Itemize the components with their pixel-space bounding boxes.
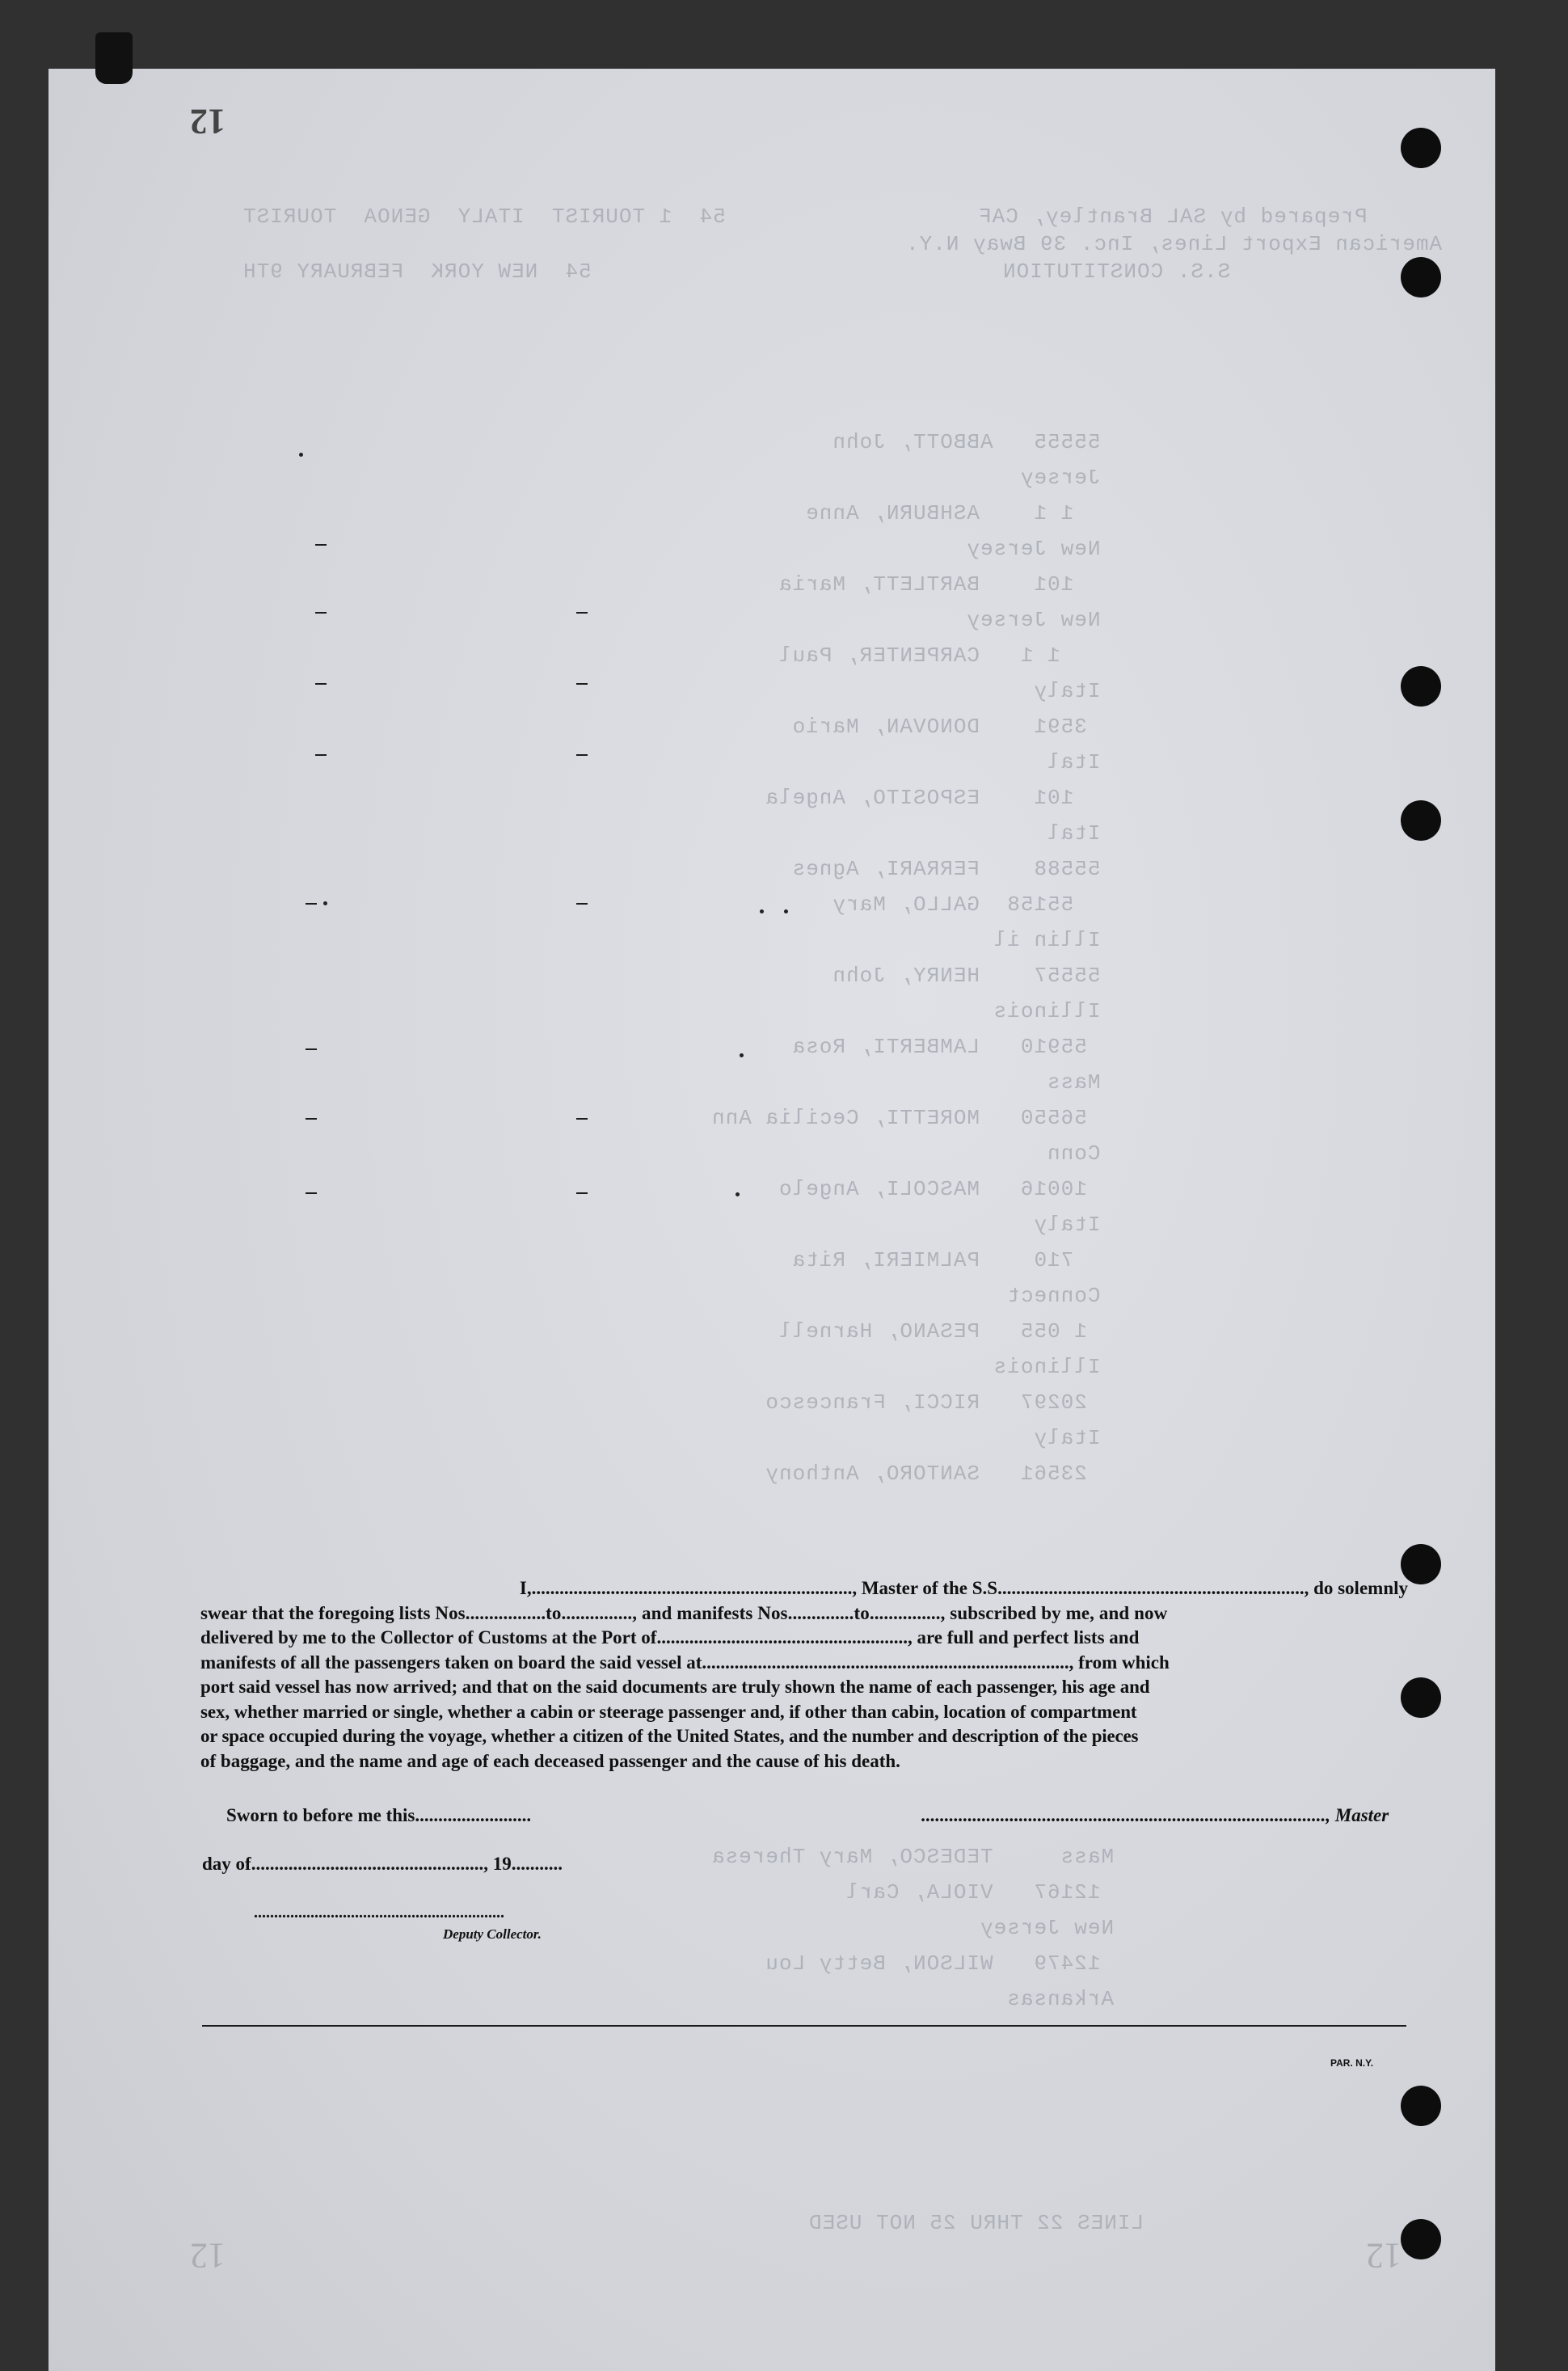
bleed-dash [315, 683, 327, 685]
bleed-dash [306, 903, 317, 905]
day-of-line: day of.................................................., 19........... [202, 1854, 563, 1874]
bleed-dash [306, 1192, 317, 1194]
bleed-dash [576, 612, 588, 614]
oath-line: of baggage, and the name and age of each deceased passenger and the cause of his death. [200, 1750, 900, 1771]
bleed-through-header-4: 54 1 TOURIST ITALY GENOA TOURIST [242, 205, 726, 229]
bleed-dash [576, 754, 588, 756]
bleed-dash [306, 1048, 317, 1050]
binder-hole [1401, 257, 1441, 297]
oath-line: sex, whether married or single, whether a cabin or steerage passenger and, if other than cabin, location of compartment [200, 1701, 1137, 1722]
bleed-dash [576, 903, 588, 905]
oath-line: manifests of all the passengers taken on board the said vessel at..............................................................................., from which [200, 1652, 1170, 1673]
sworn-line: Sworn to before me this......................... [226, 1805, 532, 1825]
bleed-dash [315, 544, 327, 546]
bleed-dot [299, 453, 303, 457]
clip-mark [95, 32, 133, 84]
page-number-bottom-left: 12 [190, 2236, 226, 2276]
master-oath-text [200, 1576, 1408, 1774]
binder-hole [1401, 1544, 1441, 1584]
bleed-dash [576, 1118, 588, 1120]
bleed-dot [323, 901, 327, 905]
bleed-dot [760, 909, 764, 913]
binder-hole [1401, 800, 1441, 841]
printer-mark: PAR. N.Y. [1330, 2057, 1374, 2069]
oath-line: I,....................................................................., Master of the S.S.................................................................., do solemnly [519, 1578, 1408, 1598]
bleed-through-rows-lower: Mass TEDESCO, Mary Theresa 12167 VIOLA, Carl New Jersey 12479 WILSON, Betty Lou Arkansas [711, 1845, 1115, 2011]
bleed-dash [315, 612, 327, 614]
bleed-dot [740, 1053, 744, 1057]
bleed-dot [784, 909, 788, 913]
master-signature-line: ......................................................................................., Master [921, 1805, 1389, 1825]
page-number-top: 12 [190, 102, 226, 141]
binder-hole [1401, 2219, 1441, 2259]
bottom-rule [202, 2025, 1406, 2027]
page-number-bottom-right: 12 [1366, 2236, 1402, 2276]
manifest-page [48, 69, 1495, 2371]
bleed-dash [306, 1118, 317, 1120]
bleed-dash [576, 683, 588, 685]
bleed-dash [576, 1192, 588, 1194]
bleed-through-footer: LINES 22 THRU 25 NOT USED [808, 2211, 1144, 2235]
bleed-through-header-1: Prepared by SAL Brantley, CAF [978, 205, 1368, 229]
bleed-dash [315, 754, 327, 756]
bleed-dot [736, 1192, 740, 1196]
bleed-through-header-2: American Export Lines, Inc. 39 Bway N.Y. [905, 232, 1443, 256]
deputy-signature-line: .............................................................. [254, 1904, 504, 1922]
bleed-through-header-3: S.S. CONSTITUTION [1002, 259, 1231, 284]
bleed-through-header-5: 54 NEW YORK FEBRUARY 9TH [242, 259, 592, 284]
binder-hole [1401, 666, 1441, 707]
oath-line: or space occupied during the voyage, whether a citizen of the United States, and the number and description of the pieces [200, 1726, 1139, 1746]
binder-hole [1401, 128, 1441, 168]
binder-hole [1401, 2086, 1441, 2126]
oath-line: swear that the foregoing lists Nos.................to..............., and manifests Nos..............to..............., subscribed by me, and now [200, 1602, 1168, 1623]
deputy-collector-label: Deputy Collector. [443, 1926, 542, 1942]
oath-line: delivered by me to the Collector of Customs at the Port of......................................................, are full and perfect lists and [200, 1627, 1140, 1647]
binder-hole [1401, 1677, 1441, 1718]
bleed-through-rows: 55555 ABBOTT, John Jersey 1 1 ASHBURN, Anne New Jersey 101 BARTLETT, Maria New Jersey 1 1 CARPENTER, Paul Italy 3591 DONOVAN, Mario Ital 101 ESPOSITO, Angela Ital 55588 FERRARI, Agnes 55158 GALLO, Mary Illin il 55557 HENRY, John Illinois 55910 LAMBERTI, Rosa Mass 56550 MORETTI, Cecilia Ann Conn 10016 MASCOLI, Angelo Italy 710 PALMIERI, Rita Connect 1 055 PESANO, Harnell Illinois 20297 RICCI, Francesco Italy 23561 SANTORO, Anthony [711, 430, 1101, 1486]
oath-line: port said vessel has now arrived; and that on the said documents are truly shown the name of each passenger, his age and [200, 1677, 1150, 1697]
